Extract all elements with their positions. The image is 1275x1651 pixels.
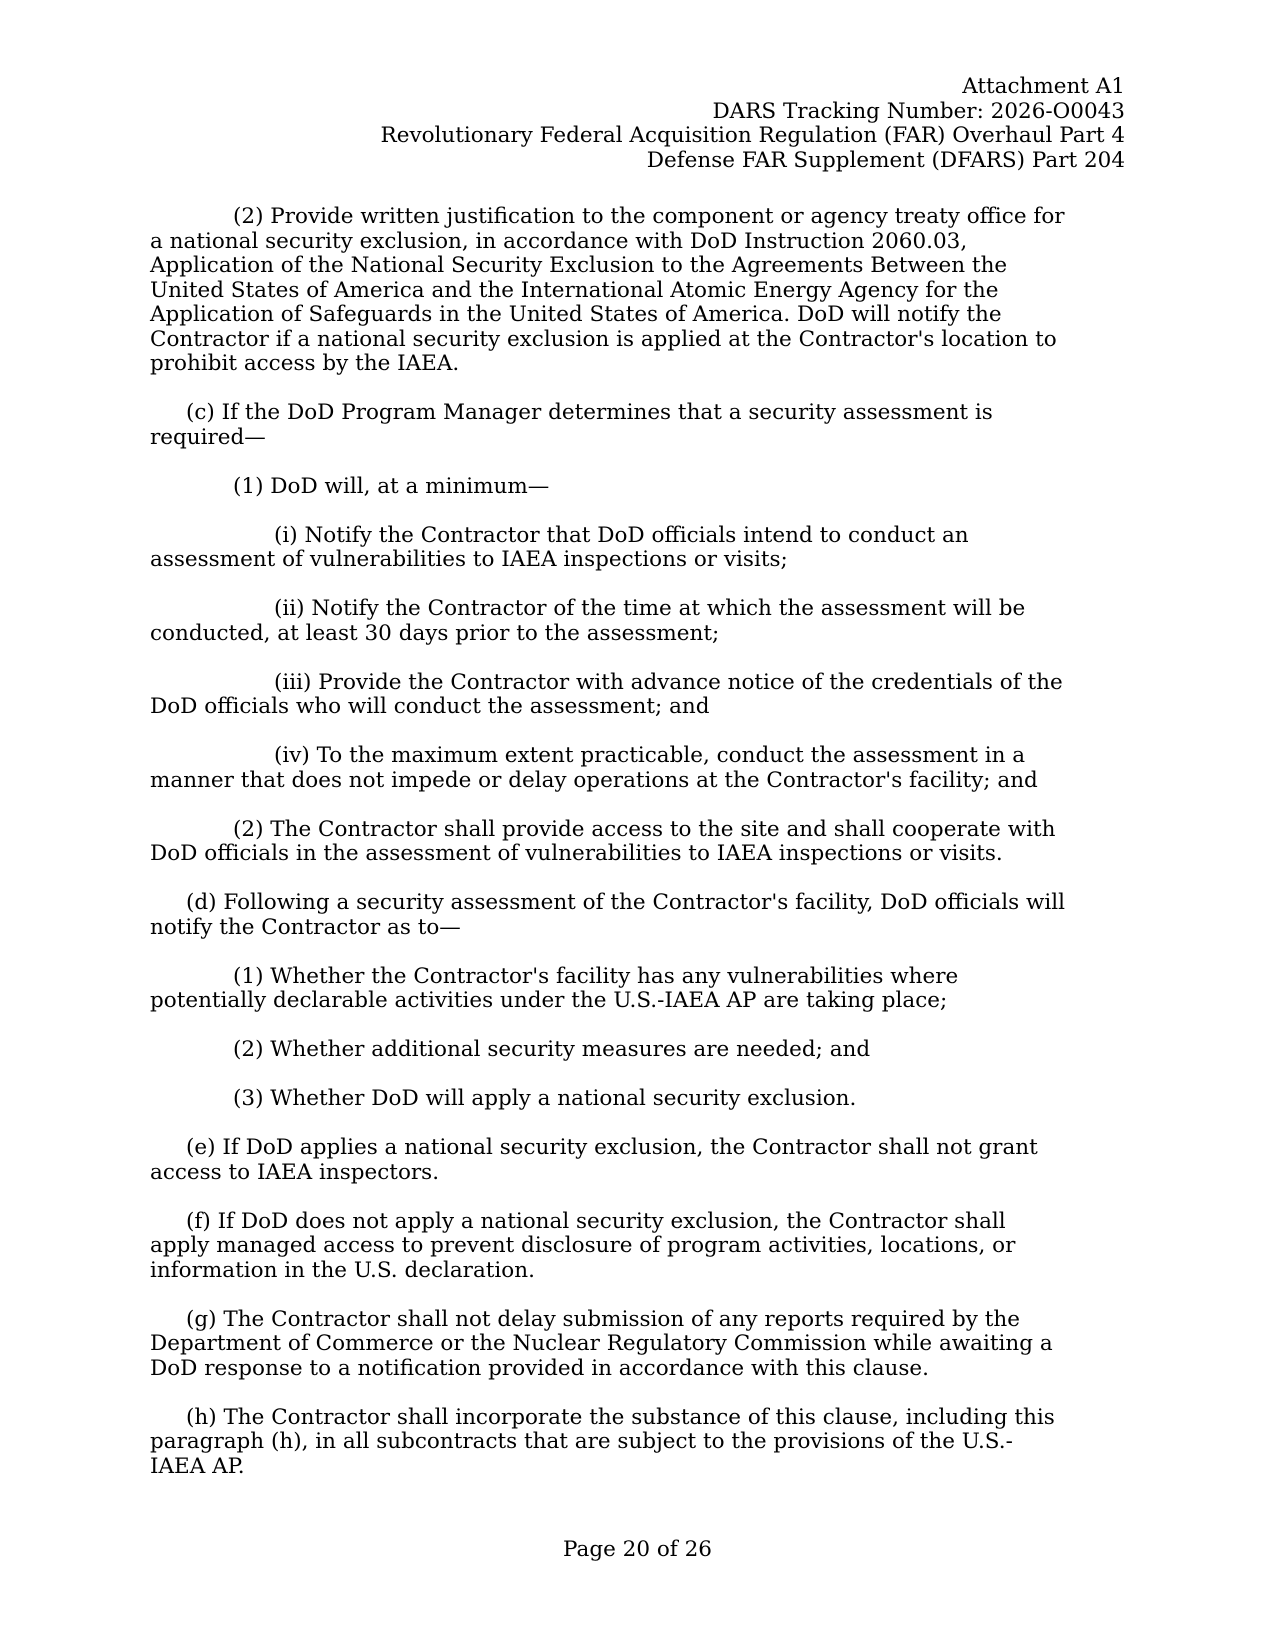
clause-paragraph (150, 671, 1140, 720)
paragraph-line: (f) If DoD does not apply a national security exclusion, the Contractor shall (186, 1208, 1006, 1234)
document-header (381, 75, 1125, 173)
paragraph-line: Contractor if a national security exclusion is applied at the Contractor's location to (150, 326, 1057, 352)
paragraph-line: information in the U.S. declaration. (150, 1257, 535, 1283)
page-number: Page 20 of 26 (563, 1537, 712, 1562)
document-body (150, 205, 1140, 1504)
paragraph-line: (g) The Contractor shall not delay submission of any reports required by the (186, 1306, 1020, 1332)
paragraph-line: manner that does not impede or delay operations at the Contractor's facility; and (150, 767, 1038, 793)
clause-paragraph (150, 1087, 1140, 1112)
paragraph-line: (2) Provide written justification to the component or agency treaty office for (233, 204, 1065, 229)
paragraph-line: paragraph (h), in all subcontracts that are subject to the provisions of the U.S.- (150, 1429, 1013, 1454)
paragraph-line: (1) Whether the Contractor's facility has any vulnerabilities where (233, 963, 959, 989)
paragraph-line: (2) The Contractor shall provide access to the site and shall cooperate with (233, 816, 1056, 842)
clause-paragraph (150, 1406, 1140, 1480)
paragraph-line: Application of the National Security Exclusion to the Agreements Between the (150, 253, 1008, 278)
paragraph-line: DoD response to a notification provided in accordance with this clause. (150, 1355, 929, 1381)
clause-paragraph (150, 401, 1140, 450)
paragraph-line: (e) If DoD applies a national security exclusion, the Contractor shall not grant (186, 1135, 1038, 1160)
clause-paragraph (150, 475, 1140, 500)
supplement-title: Defense FAR Supplement (DFARS) Part 204 (646, 147, 1125, 173)
attachment-label: Attachment A1 (962, 74, 1125, 99)
paragraph-line: IAEA AP. (150, 1453, 245, 1479)
paragraph-line: prohibit access by the IAEA. (150, 351, 460, 376)
clause-paragraph (150, 1210, 1140, 1284)
paragraph-line: Application of Safeguards in the United States of America. DoD will notify the (150, 302, 1002, 327)
clause-paragraph (150, 965, 1140, 1014)
clause-paragraph (150, 205, 1140, 377)
clause-paragraph (150, 1136, 1140, 1185)
paragraph-line: (i) Notify the Contractor that DoD officials intend to conduct an (274, 522, 969, 548)
paragraph-line: required— (150, 424, 266, 450)
paragraph-line: (iv) To the maximum extent practicable, conduct the assessment in a (274, 743, 1026, 768)
paragraph-line: potentially declarable activities under the U.S.-IAEA AP are taking place; (150, 988, 948, 1013)
clause-paragraph (150, 524, 1140, 573)
clause-paragraph (150, 1308, 1140, 1382)
paragraph-line: (h) The Contractor shall incorporate the substance of this clause, including this (186, 1404, 1055, 1430)
paragraph-line: apply managed access to prevent disclosure of program activities, locations, or (150, 1233, 1016, 1258)
clause-paragraph (150, 1038, 1140, 1063)
clause-paragraph (150, 744, 1140, 793)
paragraph-line: conducted, at least 30 days prior to the assessment; (150, 620, 720, 646)
paragraph-line: Department of Commerce or the Nuclear Regulatory Commission while awaiting a (150, 1331, 1053, 1356)
paragraph-line: (iii) Provide the Contractor with advance notice of the credentials of the (274, 669, 1063, 695)
paragraph-line: (2) Whether additional security measures are needed; and (233, 1037, 871, 1062)
paragraph-line: (d) Following a security assessment of the Contractor's facility, DoD officials will (186, 890, 1066, 915)
paragraph-line: DoD officials in the assessment of vulnerabilities to IAEA inspections or visits. (150, 841, 1003, 866)
paragraph-line: (c) If the DoD Program Manager determines that a security assessment is (186, 400, 993, 425)
clause-paragraph (150, 891, 1140, 940)
paragraph-line: access to IAEA inspectors. (150, 1159, 440, 1185)
paragraph-line: notify the Contractor as to— (150, 914, 461, 940)
paragraph-line: (1) DoD will, at a minimum— (233, 473, 550, 499)
regulation-title: Revolutionary Federal Acquisition Regulation (FAR) Overhaul Part 4 (380, 123, 1125, 148)
paragraph-line: DoD officials who will conduct the assessment; and (150, 694, 710, 719)
clause-paragraph (150, 597, 1140, 646)
paragraph-line: (ii) Notify the Contractor of the time at which the assessment will be (274, 596, 1026, 621)
paragraph-line: assessment of vulnerabilities to IAEA inspections or visits; (150, 547, 788, 572)
paragraph-line: United States of America and the International Atomic Energy Agency for the (150, 277, 999, 303)
paragraph-line: (3) Whether DoD will apply a national security exclusion. (233, 1086, 857, 1111)
tracking-number: DARS Tracking Number: 2026-O0043 (712, 98, 1125, 124)
paragraph-line: a national security exclusion, in accordance with DoD Instruction 2060.03, (150, 228, 968, 254)
clause-paragraph (150, 818, 1140, 867)
